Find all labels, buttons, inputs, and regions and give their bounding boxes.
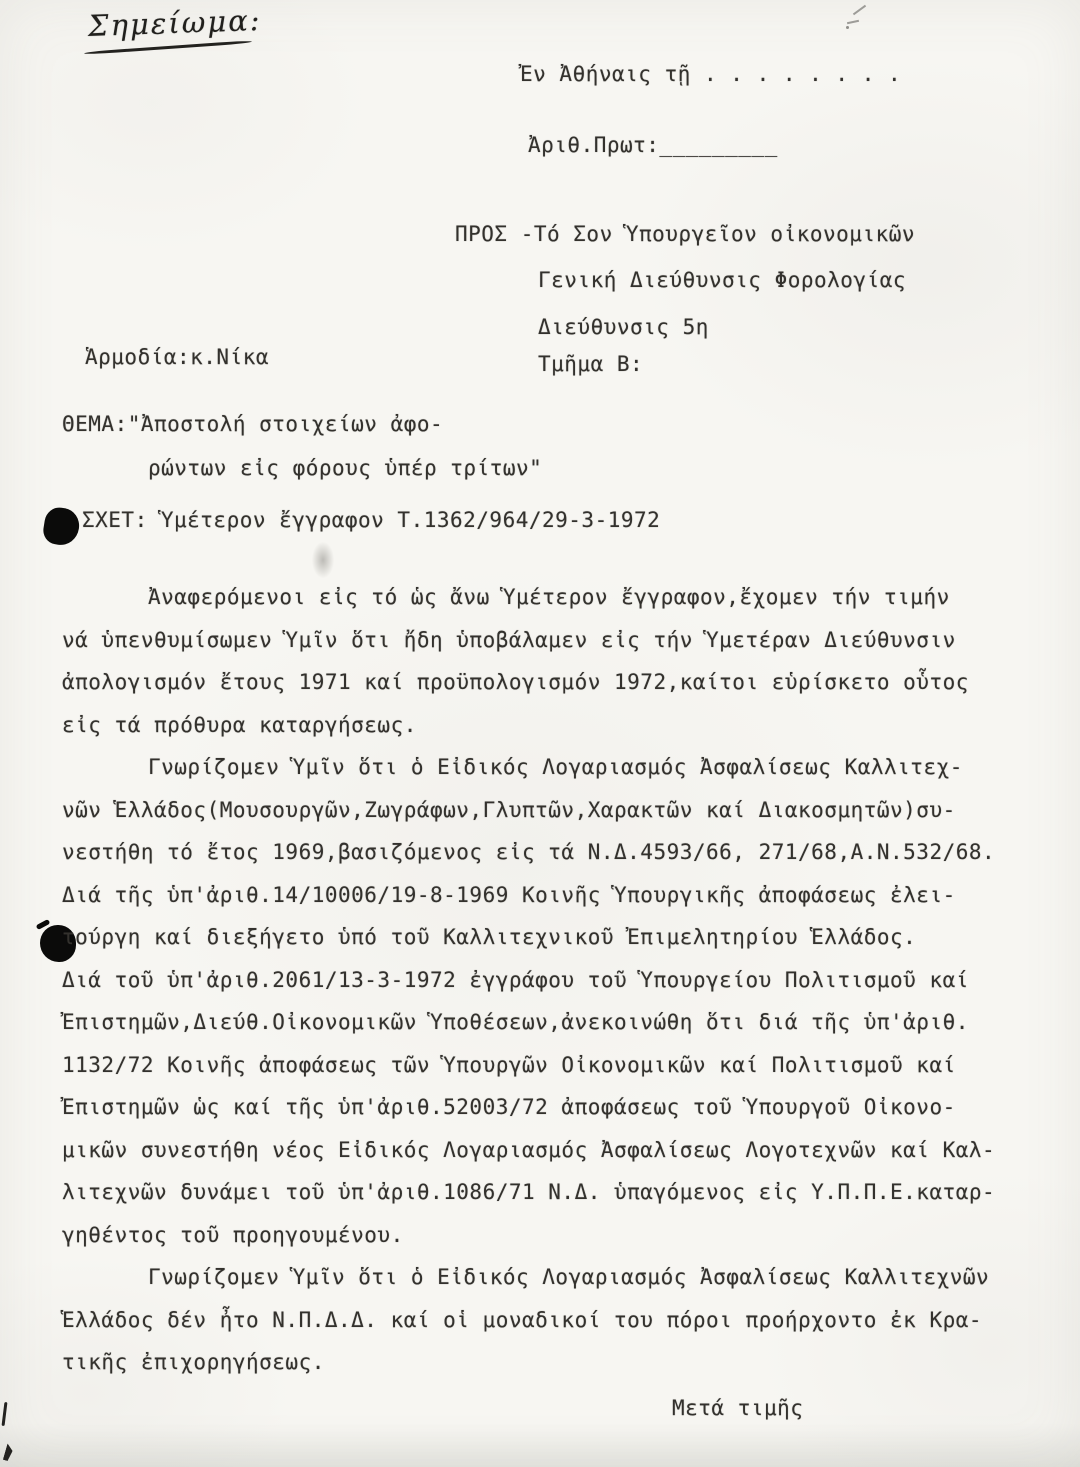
smudge-mark bbox=[312, 542, 334, 578]
pencil-mark bbox=[846, 26, 849, 29]
body-line: τικῆς ἐπιχορηγήσεως. bbox=[62, 1350, 325, 1374]
body-line: νά ὑπενθυμίσωμεν Ὑμῖν ὅτι ἤδη ὑποβάλαμεν εἰς τήν Ὑμετέραν Διεύθυνσιν bbox=[62, 627, 956, 652]
body-line: Ἐπιστημῶν,Διεύθ.Οἰκονομικῶν Ὑποθέσεων,ἀνεκοινώθη ὅτι διά τῆς ὑπ'ἀριθ. bbox=[62, 1010, 969, 1034]
protocol-number-line: Ἀριθ.Πρωτ:_________ bbox=[528, 133, 778, 157]
subject-line-1: ΘΕΜΑ:"Ἀποστολή στοιχείων ἀφο- bbox=[62, 412, 444, 436]
body-line: ἀπολογισμόν ἔτους 1971 καί προϋπολογισμόν 1972,καίτοι εὑρίσκετο οὗτος bbox=[62, 670, 969, 694]
place-date-line: Ἐν Ἀθήναις τῇ . . . . . . . . bbox=[520, 62, 902, 86]
body-line: Ἑλλάδος δέν ἦτο Ν.Π.Δ.Δ. καί οἱ μοναδικοί του πόροι προήρχοντο ἐκ Κρα- bbox=[62, 1307, 983, 1332]
scan-edge-mark bbox=[3, 1443, 14, 1461]
handler-line: Ἁρμοδία:κ.Νίκα bbox=[85, 345, 270, 369]
body-line: Διά τῆς ὑπ'ἀριθ.14/10006/19-8-1969 Κοινῆς Ὑπουργικῆς ἀποφάσεως ἐλει- bbox=[62, 882, 956, 907]
body-line: λιτεχνῶν δυνάμει τοῦ ὑπ'ἀριθ.1086/71 Ν.Δ. ὑπαγόμενος εἰς Υ.Π.Π.Ε.καταρ- bbox=[62, 1180, 996, 1204]
scan-edge-mark bbox=[2, 1402, 8, 1426]
ink-blot bbox=[41, 505, 81, 547]
body-line: νῶν Ἑλλάδος(Μουσουργῶν,Ζωγράφων,Γλυπτῶν,Χαρακτῶν καί Διακοσμητῶν)συ- bbox=[62, 797, 956, 822]
body-line: Γνωρίζομεν Ὑμῖν ὅτι ὁ Εἰδικός Λογαριασμός Ἀσφαλίσεως Καλλιτεχνῶν bbox=[148, 1265, 990, 1289]
recipient-to-line: ΠΡΟΣ -Τό Σον Ὑπουργεῖον οἰκονομικῶν bbox=[455, 222, 916, 246]
body-line: Ἐπιστημῶν ὡς καί τῆς ὑπ'ἀριθ.52003/72 ἀποφάσεως τοῦ Ὑπουργοῦ Οἰκονο- bbox=[62, 1095, 956, 1119]
pencil-mark bbox=[853, 5, 866, 15]
body-line: γηθέντος τοῦ προηγουμένου. bbox=[62, 1222, 404, 1247]
body-line: 1132/72 Κοινῆς ἀποφάσεως τῶν Ὑπουργῶν Οἰκονομικῶν καί Πολιτισμοῦ καί bbox=[62, 1052, 956, 1077]
recipient-division-line: Διεύθυνσις 5η bbox=[538, 315, 709, 339]
handwritten-underline bbox=[84, 40, 252, 55]
body-line: Γνωρίζομεν Ὑμῖν ὅτι ὁ Εἰδικός Λογαριασμός Ἀσφαλίσεως Καλλιτεχ- bbox=[148, 755, 963, 779]
letter-body bbox=[62, 576, 1057, 1384]
reference-line: ΣΧΕΤ: Ὑμέτερον ἔγγραφον Τ.1362/964/29-3-1972 bbox=[82, 508, 661, 532]
body-line: Ἀναφερόμενοι εἰς τό ὡς ἄνω Ὑμέτερον ἔγγραφον,ἔχομεν τήν τιμήν bbox=[148, 585, 950, 609]
recipient-directorate-line: Γενική Διεύθυνσις Φορολογίας bbox=[538, 268, 907, 292]
body-line: νεστήθη τό ἔτος 1969,βασιζόμενος εἰς τά Ν.Δ.4593/66, 271/68,Α.Ν.532/68. bbox=[62, 840, 996, 864]
recipient-department-line: Τμῆμα Β: bbox=[538, 352, 644, 376]
pencil-mark bbox=[847, 20, 859, 24]
body-line: Διά τοῦ ὑπ'ἀριθ.2061/13-3-1972 ἐγγράφου τοῦ Ὑπουργείου Πολιτισμοῦ καί bbox=[62, 967, 969, 992]
body-line: εἰς τά πρόθυρα καταργήσεως. bbox=[62, 712, 417, 737]
subject-line-2: ρώντων εἰς φόρους ὑπέρ τρίτων" bbox=[148, 456, 543, 480]
closing-salutation: Μετά τιμῆς bbox=[672, 1396, 804, 1420]
body-line: τούργη καί διεξήγετο ὑπό τοῦ Καλλιτεχνικοῦ Ἐπιμελητηρίου Ἑλλάδος. bbox=[62, 925, 917, 949]
handwritten-note: Σημείωμα: bbox=[87, 2, 263, 44]
body-line: μικῶν συνεστήθη νέος Εἰδικός Λογαριασμός Ἀσφαλίσεως Λογοτεχνῶν καί Καλ- bbox=[62, 1137, 996, 1162]
